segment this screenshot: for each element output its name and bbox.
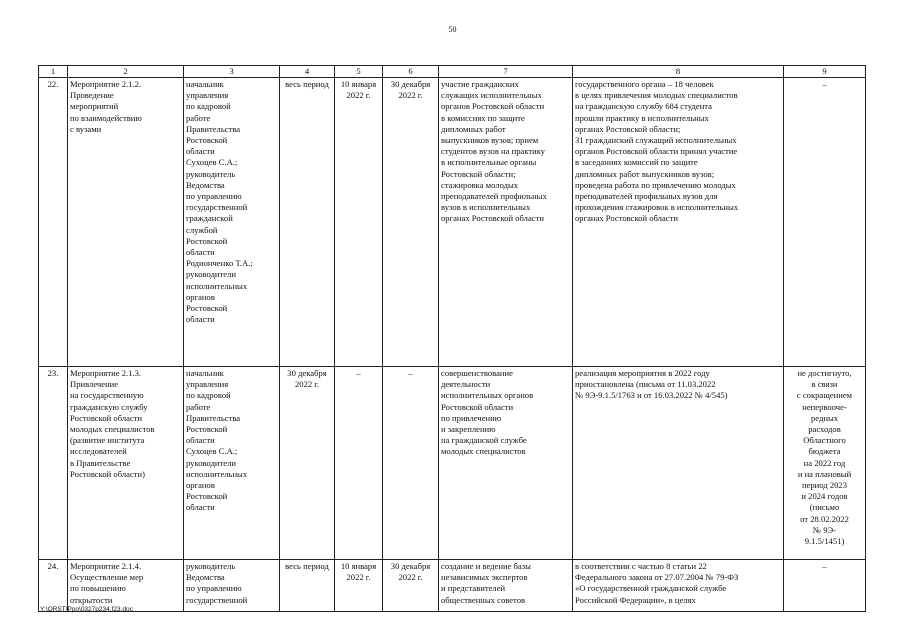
actual-result: реализация мероприятия в 2022 году приостановлена (письма от 11.03.2022 № 9Э-9.1.5/1763 и от 16.03.2022 № 4/545): [573, 367, 784, 560]
note: –: [784, 560, 866, 612]
page-number: 50: [448, 25, 457, 34]
file-path-footer: Y:\ORST\Ppo\0327p234.f23.doc: [40, 606, 133, 613]
actual-result: государственного органа – 18 человек в целях привлечения молодых специалистов на гражданскую службу 684 студента прошли практику в исполнительных органах Ростовской области; 31 гражданский служащий исполнительных органов Ростовской области принял участие в заседаниях комиссий по защите дипломных работ выпускников вузов; проведена работа по привлечению молодых преподавателей профильных вузов для прохождения стажировок в исполнительных органах Ростовской области: [573, 78, 784, 367]
end-date: 30 декабря 2022 г.: [383, 560, 439, 612]
end-date: –: [383, 367, 439, 560]
row-number: 24.: [39, 560, 68, 612]
note: не достигнуто, в связи с сокращением непервооче- редных расходов Областного бюджета на 2022 год и на плановый период 2023 и 2024 годов (письмо от 28.02.2022 № 9Э- 9.1.5/1451): [784, 367, 866, 560]
col-header-1: 1: [39, 66, 68, 78]
row-number: 23.: [39, 367, 68, 560]
table-row: [39, 560, 866, 612]
col-header-3: 3: [184, 66, 280, 78]
expected-result: совершенствование деятельности исполнительных органов Ростовской области по привлечению и закреплению на гражданской службе молодых специалистов: [439, 367, 573, 560]
actual-result: в соответствии с частью 8 статьи 22 Федерального закона от 27.07.2004 № 79-ФЗ «О государственной гражданской службе Российской Федерации», в целях: [573, 560, 784, 612]
col-header-9: 9: [784, 66, 866, 78]
responsible: начальник управления по кадровой работе Правительства Ростовской области Сухоцев С.А.; руководители исполнительных органов Ростовской области: [184, 367, 280, 560]
report-table: [38, 65, 866, 612]
table-row: [39, 78, 866, 367]
start-date: 10 января 2022 г.: [335, 78, 383, 367]
col-header-7: 7: [439, 66, 573, 78]
period: 30 декабря 2022 г.: [280, 367, 335, 560]
col-header-2: 2: [68, 66, 184, 78]
col-header-4: 4: [280, 66, 335, 78]
event-name: Мероприятие 2.1.3. Привлечение на государственную гражданскую службу Ростовской области молодых специалистов (развитие института исследователей в Правительстве Ростовской области): [68, 367, 184, 560]
event-name: Мероприятие 2.1.4. Осуществление мер по повышению открытости: [68, 560, 184, 612]
column-number-row: [39, 66, 866, 78]
end-date: 30 декабря 2022 г.: [383, 78, 439, 367]
col-header-8: 8: [573, 66, 784, 78]
period: весь период: [280, 78, 335, 367]
table-row: [39, 367, 866, 560]
start-date: –: [335, 367, 383, 560]
col-header-5: 5: [335, 66, 383, 78]
expected-result: создание и ведение базы независимых экспертов и представителей общественных советов: [439, 560, 573, 612]
period: весь период: [280, 560, 335, 612]
col-header-6: 6: [383, 66, 439, 78]
responsible: руководитель Ведомства по управлению государственной: [184, 560, 280, 612]
start-date: 10 января 2022 г.: [335, 560, 383, 612]
responsible: начальник управления по кадровой работе Правительства Ростовской области Сухоцев С.А.; руководитель Ведомства по управлению государственной гражданской службой Ростовской области Родионченко Т.А.; руководители исполнительных органов Ростовской области: [184, 78, 280, 367]
event-name: Мероприятие 2.1.2. Проведение мероприятий по взаимодействию с вузами: [68, 78, 184, 367]
expected-result: участие гражданских служащих исполнительных органов Ростовской области в комиссиях по защите дипломных работ выпускников вузов; прием студентов вузов на практику в исполнительные органы Ростовской области; стажировка молодых преподавателей профильных вузов в исполнительных органах Ростовской области: [439, 78, 573, 367]
note: –: [784, 78, 866, 367]
row-number: 22.: [39, 78, 68, 367]
